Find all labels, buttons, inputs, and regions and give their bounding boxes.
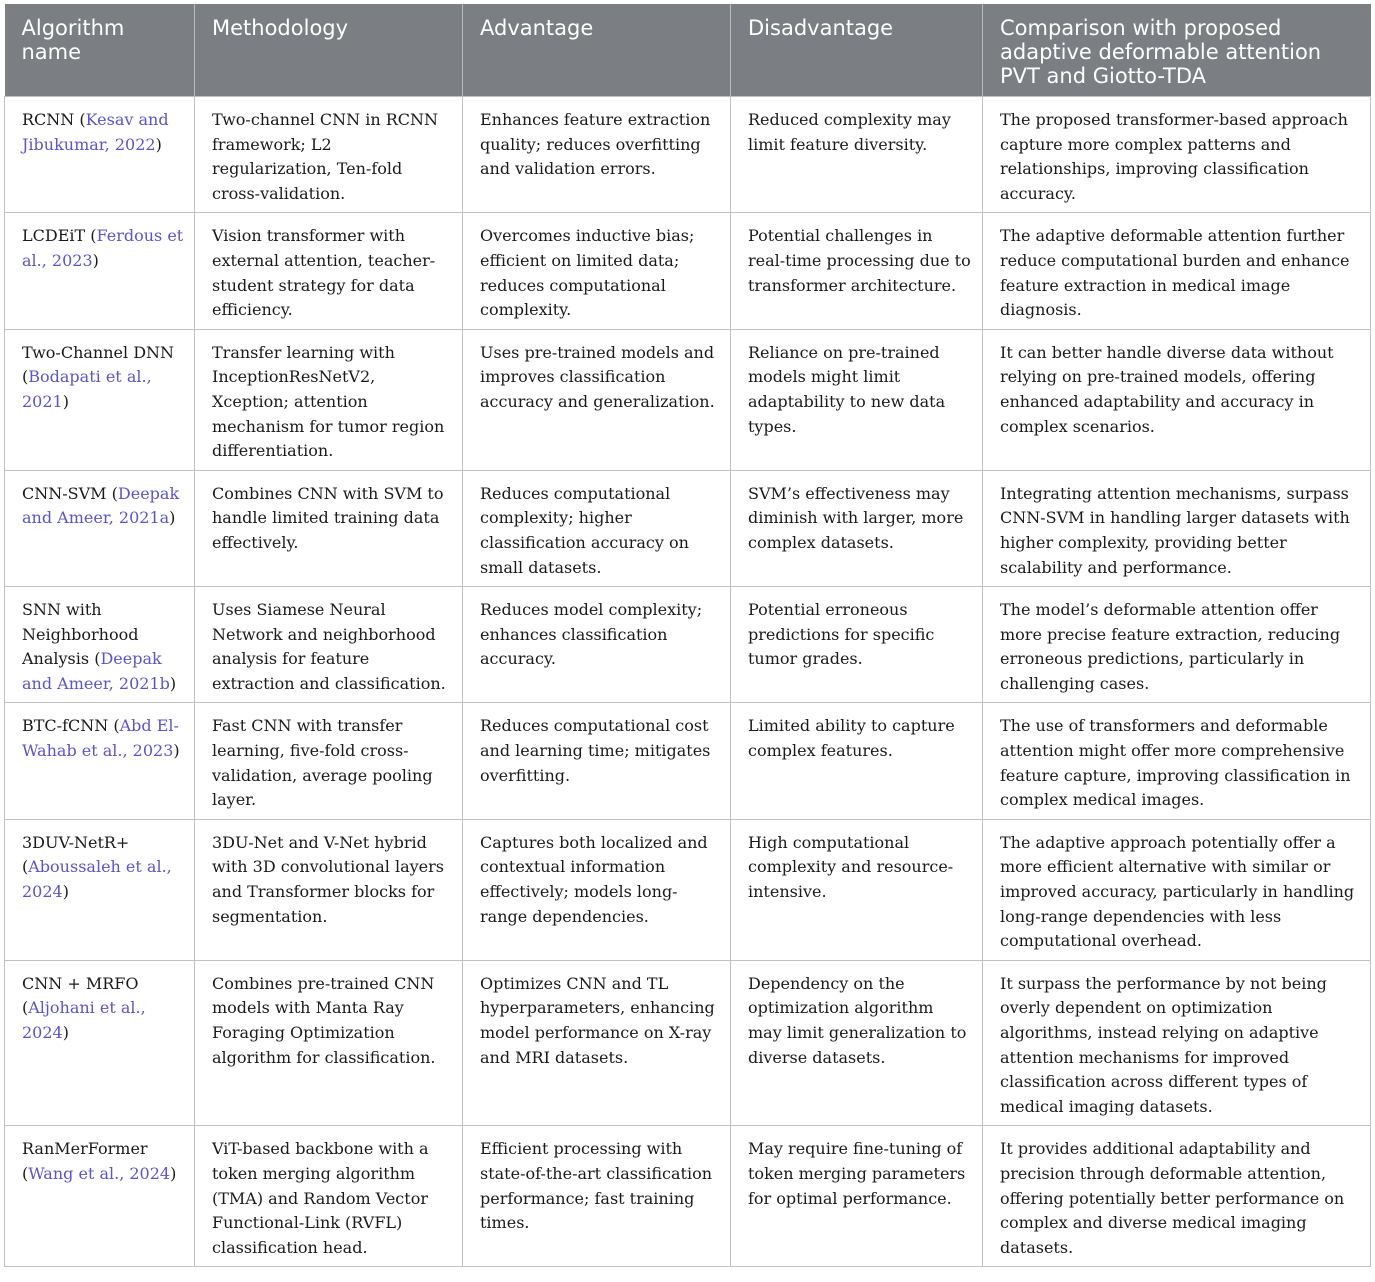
header-row (5, 4, 1371, 97)
disadvantage-cell: May require fine-tuning of token merging parameters for optimal performance. (731, 1126, 983, 1267)
disadvantage-cell: Reduced complexity may limit feature diversity. (731, 97, 983, 213)
citation-open-paren: ( (22, 1163, 29, 1183)
algorithm-name-cell (5, 819, 195, 960)
methodology-cell: Transfer learning with InceptionResNetV2, Xception; attention mechanism for tumor region differentiation. (195, 329, 463, 470)
methodology-cell: Vision transformer with external attention, teacher-student strategy for data efficiency. (195, 213, 463, 329)
comparison-table (4, 4, 1371, 1267)
comparison-cell: It surpass the performance by not being overly dependent on optimization algorithms, instead relying on adaptive attention mechanisms for improved classification across different types of medical imaging datasets. (983, 960, 1371, 1126)
algorithm-name: CNN + MRFO (22, 973, 139, 993)
algorithm-name-cell (5, 213, 195, 329)
advantage-cell: Uses pre-trained models and improves classification accuracy and generalization. (463, 329, 731, 470)
algorithm-name: Two-Channel DNN (22, 342, 175, 362)
algorithm-name: RCNN (22, 110, 80, 129)
table-row (5, 213, 1371, 329)
header-disadvantage: Disadvantage (731, 4, 983, 97)
advantage-cell: Enhances feature extraction quality; reduces overfitting and validation errors. (463, 97, 731, 213)
table-row (5, 587, 1371, 703)
table-row (5, 329, 1371, 470)
algorithm-name: LCDEiT (22, 226, 91, 246)
citation-open-paren: ( (111, 483, 118, 503)
citation-link[interactable]: Bodapati et al., 2021 (22, 367, 152, 411)
disadvantage-cell: Potential erroneous predictions for specific tumor grades. (731, 587, 983, 703)
citation-open-paren: ( (22, 998, 29, 1018)
algorithm-name-cell (5, 1126, 195, 1267)
citation-link[interactable]: Aljohani et al., 2024 (22, 998, 146, 1042)
advantage-cell: Captures both localized and contextual information effectively; models long-range dependencies. (463, 819, 731, 960)
table-row (5, 470, 1371, 586)
comparison-cell: The use of transformers and deformable attention might offer more comprehensive feature capture, improving classification in complex medical images. (983, 703, 1371, 819)
comparison-cell: It provides additional adaptability and precision through deformable attention, offering potentially better performance on complex and diverse medical imaging datasets. (983, 1126, 1371, 1267)
citation-close-paren: ) (92, 250, 99, 270)
advantage-cell: Reduces computational complexity; higher classification accuracy on small datasets. (463, 470, 731, 586)
citation-close-paren: ) (173, 741, 180, 761)
citation-link[interactable]: Deepak and Ameer, 2021b (22, 649, 170, 693)
algorithm-name: SNN with Neighborhood Analysis (22, 600, 139, 669)
disadvantage-cell: Limited ability to capture complex features. (731, 703, 983, 819)
comparison-cell: It can better handle diverse data without relying on pre-trained models, offering enhanced adaptability and accuracy in complex scenarios. (983, 329, 1371, 470)
algorithm-name-cell (5, 470, 195, 586)
header-methodology: Methodology (195, 4, 463, 97)
advantage-cell: Overcomes inductive bias; efficient on limited data; reduces computational complexity. (463, 213, 731, 329)
algorithm-name-cell (5, 703, 195, 819)
algorithm-name-cell (5, 97, 195, 213)
citation-open-paren: ( (22, 857, 29, 877)
methodology-cell: ViT-based backbone with a token merging algorithm (TMA) and Random Vector Functional-Link (RVFL) classification head. (195, 1126, 463, 1267)
methodology-cell: 3DU-Net and V-Net hybrid with 3D convolutional layers and Transformer blocks for segmentation. (195, 819, 463, 960)
advantage-cell: Efficient processing with state-of-the-art classification performance; fast training times. (463, 1126, 731, 1267)
methodology-cell: Uses Siamese Neural Network and neighborhood analysis for feature extraction and classification. (195, 587, 463, 703)
disadvantage-cell: Reliance on pre-trained models might limit adaptability to new data types. (731, 329, 983, 470)
header-advantage: Advantage (463, 4, 731, 97)
algorithm-name-cell (5, 960, 195, 1126)
header-algorithm-name: Algorithm name (5, 4, 195, 97)
algorithm-name-cell (5, 587, 195, 703)
methodology-cell: Combines pre-trained CNN models with Manta Ray Foraging Optimization algorithm for classification. (195, 960, 463, 1126)
table-row (5, 703, 1371, 819)
algorithm-name: RanMerFormer (22, 1139, 148, 1159)
citation-open-paren: ( (22, 367, 29, 387)
algorithm-name: BTC-fCNN (22, 716, 114, 736)
citation-close-paren: ) (62, 391, 69, 411)
citation-close-paren: ) (169, 673, 177, 693)
citation-link[interactable]: Aboussaleh et al., 2024 (22, 857, 172, 902)
table-row (5, 960, 1371, 1126)
table-row (5, 819, 1371, 960)
citation-link[interactable]: Kesav and Jibukumar, 2022 (22, 110, 169, 154)
citation-open-paren: ( (94, 649, 101, 669)
methodology-cell: Two-channel CNN in RCNN framework; L2 regularization, Ten-fold cross-validation. (195, 97, 463, 213)
disadvantage-cell: Dependency on the optimization algorithm may limit generalization to diverse datasets. (731, 960, 983, 1126)
algorithm-name: 3DUV-NetR+ (22, 832, 130, 852)
table-row (5, 97, 1371, 213)
citation-close-paren: ) (169, 508, 176, 528)
table-row (5, 1126, 1371, 1267)
citation-link[interactable]: Wang et al., 2024 (28, 1163, 171, 1183)
comparison-cell: The adaptive deformable attention further reduce computational burden and enhance feature extraction in medical image diagnosis. (983, 213, 1371, 329)
citation-open-paren: ( (113, 716, 120, 736)
advantage-cell: Reduces model complexity; enhances classification accuracy. (463, 587, 731, 703)
citation-open-paren: ( (79, 110, 86, 129)
methodology-cell: Combines CNN with SVM to handle limited training data effectively. (195, 470, 463, 586)
comparison-cell: Integrating attention mechanisms, surpass CNN-SVM in handling larger datasets with higher complexity, providing better scalability and performance. (983, 470, 1371, 586)
citation-open-paren: ( (90, 226, 97, 246)
advantage-cell: Reduces computational cost and learning time; mitigates overfitting. (463, 703, 731, 819)
comparison-cell: The adaptive approach potentially offer a more efficient alternative with similar or improved accuracy, particularly in handling long-range dependencies with less computational overhead. (983, 819, 1371, 960)
algorithm-name: CNN-SVM (22, 483, 112, 503)
disadvantage-cell: High computational complexity and resource-intensive. (731, 819, 983, 960)
citation-link[interactable]: Abd El-Wahab et al., 2023 (22, 716, 179, 761)
citation-link[interactable]: Ferdous et al., 2023 (22, 226, 184, 270)
algorithm-name-cell (5, 329, 195, 470)
disadvantage-cell: Potential challenges in real-time processing due to transformer architecture. (731, 213, 983, 329)
citation-link[interactable]: Deepak and Ameer, 2021a (22, 483, 180, 528)
citation-close-paren: ) (62, 882, 69, 902)
citation-close-paren: ) (62, 1023, 69, 1042)
methodology-cell: Fast CNN with transfer learning, five-fold cross-validation, average pooling layer. (195, 703, 463, 819)
citation-close-paren: ) (170, 1163, 177, 1183)
citation-close-paren: ) (155, 134, 162, 154)
disadvantage-cell: SVM’s effectiveness may diminish with larger, more complex datasets. (731, 470, 983, 586)
comparison-cell: The proposed transformer-based approach capture more complex patterns and relationships, improving classification accuracy. (983, 97, 1371, 213)
comparison-cell: The model’s deformable attention offer more precise feature extraction, reducing erroneous predictions, particularly in challenging cases. (983, 587, 1371, 703)
advantage-cell: Optimizes CNN and TL hyperparameters, enhancing model performance on X-ray and MRI datasets. (463, 960, 731, 1126)
header-comparison: Comparison with proposed adaptive deformable attention PVT and Giotto-TDA (983, 4, 1371, 97)
